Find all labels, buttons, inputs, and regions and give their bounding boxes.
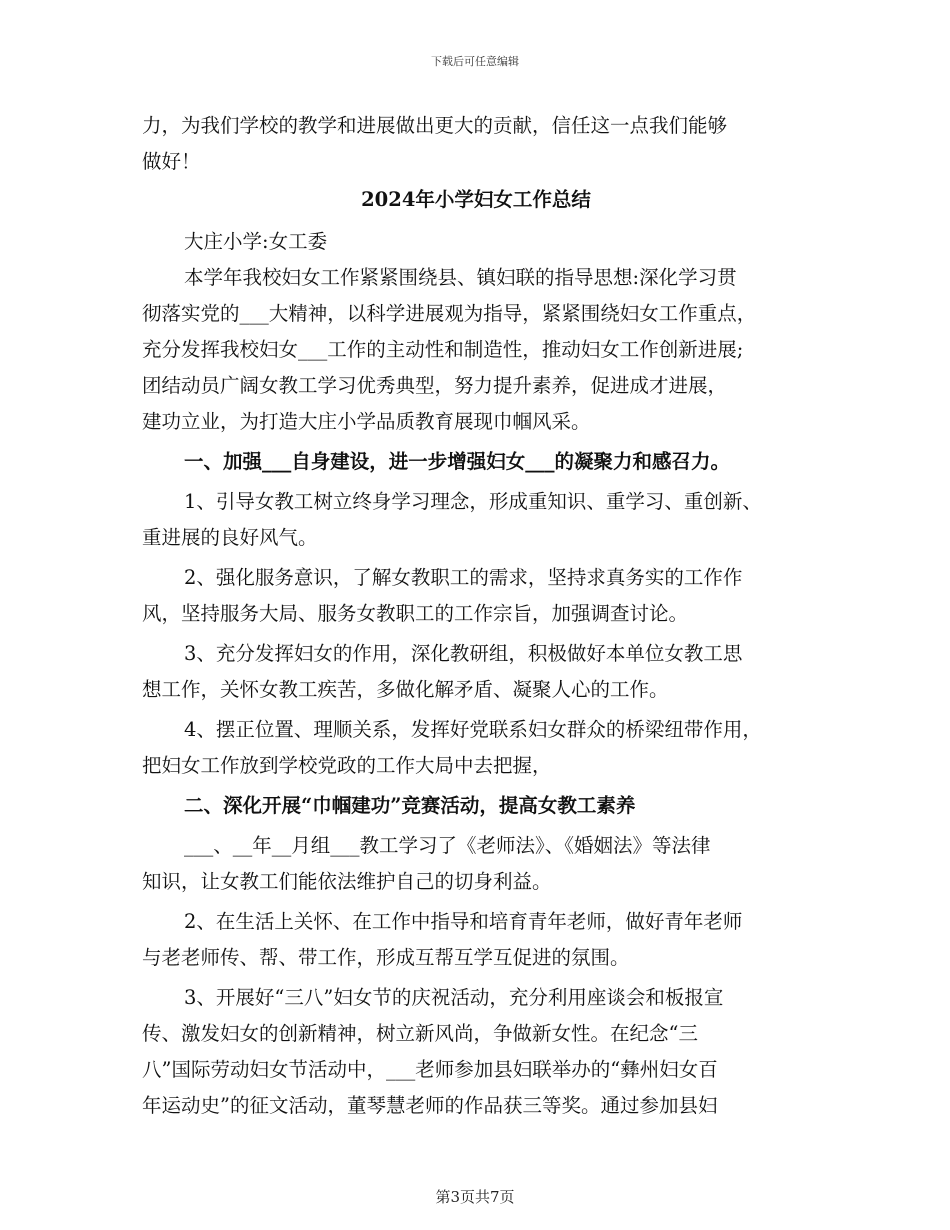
body-line: 把妇女工作放到学校党政的工作大局中去把握， bbox=[142, 754, 552, 777]
body-line: 建功立业，为打造大庄小学品质教育展现巾帼风采。 bbox=[142, 410, 591, 433]
body-line: 本学年我校妇女工作紧紧围绕县、镇妇联的指导思想:深化学习贯 bbox=[184, 266, 737, 289]
body-line: 八”国际劳动妇女节活动中，___老师参加县妇联举办的“彝州妇女百 bbox=[142, 1058, 718, 1081]
body-line: 3、充分发挥妇女的作用，深化教研组，积极做好本单位女教工思 bbox=[184, 642, 743, 665]
body-line: 力，为我们学校的教学和进展做出更大的贡献，信任这一点我们能够 bbox=[142, 114, 728, 137]
page-number: 第3页共7页 bbox=[435, 1188, 515, 1206]
body-line: 传、激发妇女的创新精神，树立新风尚，争做新女性。在纪念“三 bbox=[142, 1022, 698, 1045]
organization-line: 大庄小学:女工委 bbox=[184, 230, 328, 253]
section-heading: 一、加强___自身建设，进一步增强妇女___的凝聚力和感召力。 bbox=[184, 450, 731, 473]
document-body bbox=[142, 108, 810, 1124]
body-line: 知识，让女教工们能依法维护自己的切身利益。 bbox=[142, 870, 552, 893]
page-header: 下载后可任意编辑 bbox=[431, 55, 519, 68]
body-line: 风，坚持服务大局、服务女教职工的工作宗旨，加强调查讨论。 bbox=[142, 602, 689, 625]
body-line: 1、引导女教工树立终身学习理念，形成重知识、重学习、重创新、 bbox=[184, 490, 762, 513]
section-heading: 二、深化开展“巾帼建功”竞赛活动，提高女教工素养 bbox=[184, 794, 636, 817]
body-line: 做好！ bbox=[142, 150, 201, 173]
body-line: 2、强化服务意识，了解女教职工的需求，坚持求真务实的工作作 bbox=[184, 566, 743, 589]
body-line: 2、在生活上关怀、在工作中指导和培育青年老师，做好青年老师 bbox=[184, 910, 743, 933]
body-line: 彻落实党的___大精神，以科学进展观为指导，紧紧围绕妇女工作重点， bbox=[142, 302, 757, 325]
body-line: 4、摆正位置、理顺关系，发挥好党联系妇女群众的桥梁纽带作用， bbox=[184, 718, 762, 741]
body-line: 与老老师传、帮、带工作，形成互帮互学互促进的氛围。 bbox=[142, 946, 630, 969]
body-line: 3、开展好“三八”妇女节的庆祝活动，充分利用座谈会和板报宣 bbox=[184, 986, 724, 1009]
body-line: 充分发挥我校妇女___工作的主动性和制造性，推动妇女工作创新进展; bbox=[142, 338, 744, 361]
body-line: 重进展的良好风气。 bbox=[142, 526, 318, 549]
body-line: 团结动员广阔女教工学习优秀典型，努力提升素养，促进成才进展， bbox=[142, 374, 728, 397]
body-line: ___、__年__月组___教工学习了《老师法》、《婚姻法》等法律 bbox=[184, 834, 711, 857]
body-line: 年运动史”的征文活动，董琴慧老师的作品获三等奖。通过参加县妇 bbox=[142, 1094, 718, 1117]
body-line: 想工作，关怀女教工疾苦，多做化解矛盾、凝聚人心的工作。 bbox=[142, 678, 669, 701]
document-title: 2024年小学妇女工作总结 bbox=[361, 188, 591, 211]
